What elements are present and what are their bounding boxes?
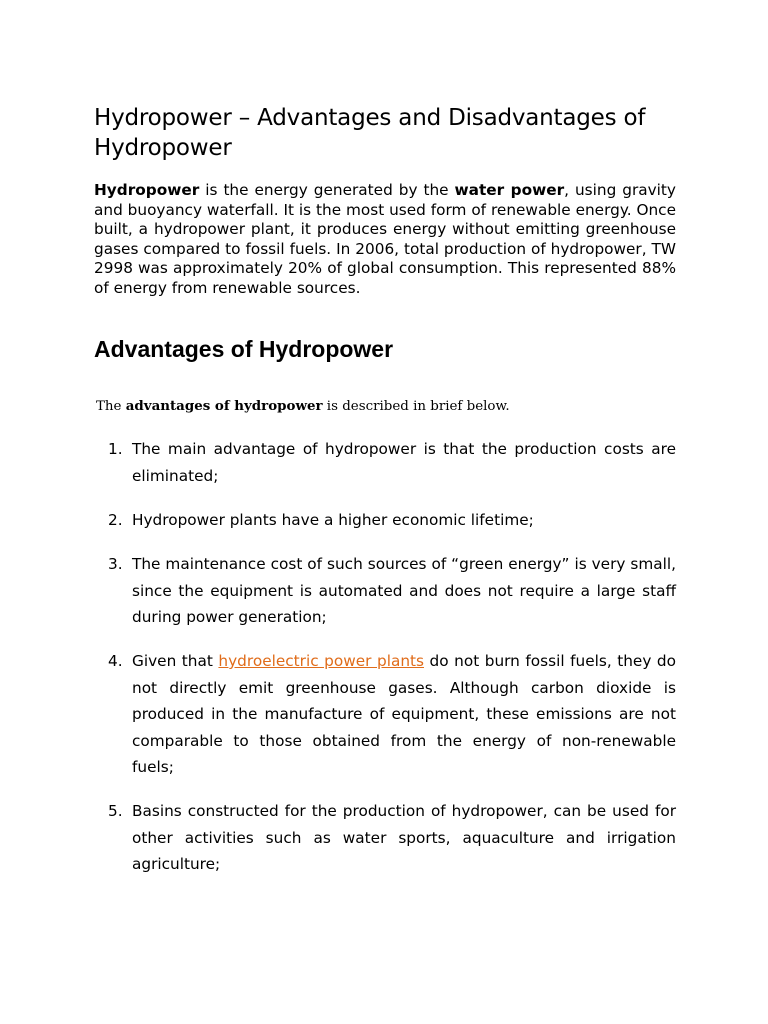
intro-term-water-power: water power xyxy=(454,181,565,199)
intro-text-2: , using gravity and buoyancy waterfall. It is the most used form of renewable energy. Once built, a hydropower plant, it produces energy without emitting greenhouse gases compared to fossil fuels. In 2006, total production of hydropower, TW 2998 was approximately 20% of global consumption. This represented 88% of energy from renewable sources. xyxy=(94,181,676,297)
advantage-text: The maintenance cost of such sources of “green energy” is very small, since the equipment is automated and does not require a large staff during power generation; xyxy=(132,555,676,626)
advantage-number: 4. xyxy=(108,652,123,670)
intro-text-1: is the energy generated by the xyxy=(199,181,455,199)
lead-text-after: is described in brief below. xyxy=(322,399,510,414)
lead-text-bold: advantages of hydropower xyxy=(125,398,323,414)
hydroelectric-power-plants-link[interactable]: hydroelectric power plants xyxy=(218,652,424,670)
lead-text-before: The xyxy=(96,399,126,414)
advantage-number: 5. xyxy=(108,802,123,820)
advantage-text xyxy=(132,648,676,781)
advantage-number: 2. xyxy=(108,511,123,529)
section-lead xyxy=(96,396,510,417)
intro-term-hydropower: Hydropower xyxy=(94,181,200,199)
advantage-text: Hydropower plants have a higher economic lifetime; xyxy=(132,511,534,529)
section-heading-advantages: Advantages of Hydropower xyxy=(94,336,394,362)
advantage-text: Basins constructed for the production of hydropower, can be used for other activities such as water sports, aquaculture and irrigation agriculture; xyxy=(132,802,676,873)
document-title: Hydropower – Advantages and Disadvantages of Hydropower xyxy=(94,105,646,161)
advantage-text-after-link: do not burn fossil fuels, they do not directly emit greenhouse gases. Although carbon dioxide is produced in the manufacture of equipment, these emissions are not comparable to those obtained from the energy of non-renewable fuels; xyxy=(132,652,676,776)
advantage-number: 1. xyxy=(108,440,123,458)
advantage-text-before-link: Given that xyxy=(132,652,219,670)
advantage-text: The main advantage of hydropower is that the production costs are eliminated; xyxy=(132,440,676,485)
advantage-number: 3. xyxy=(108,555,123,573)
intro-paragraph xyxy=(94,181,676,298)
